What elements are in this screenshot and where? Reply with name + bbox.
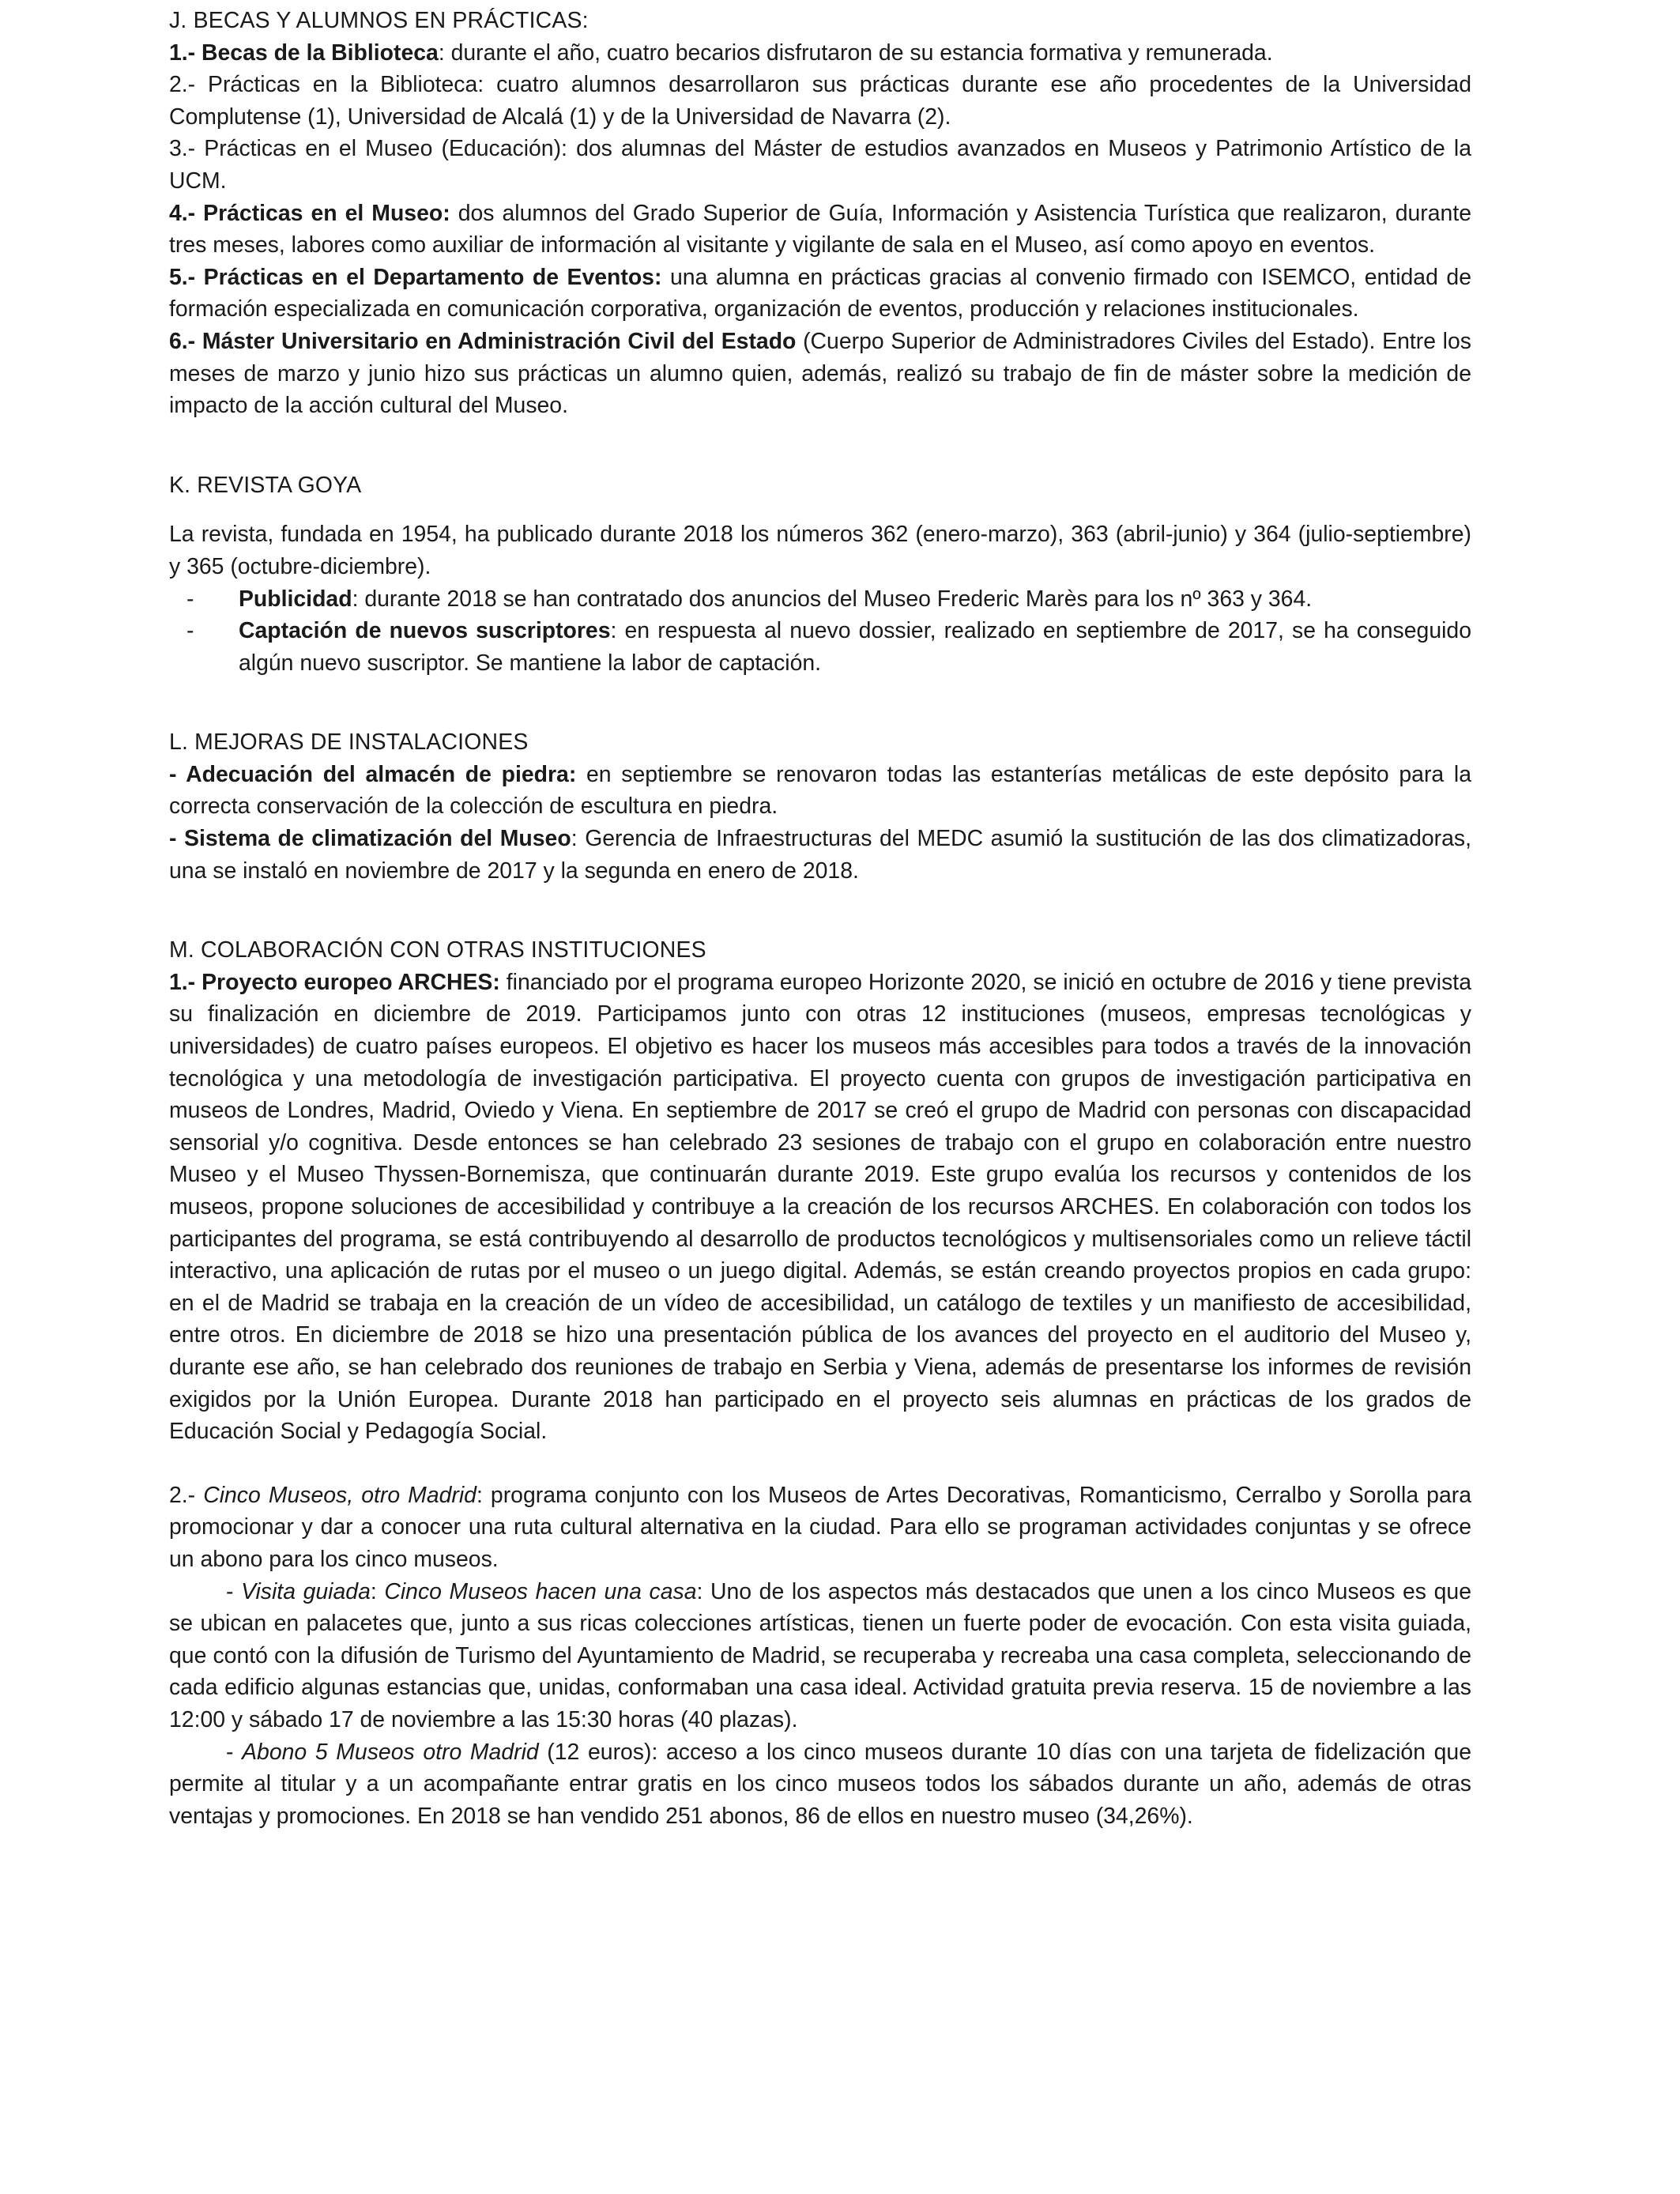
paragraph-text: financiado por el programa europeo Horizonte 2020, se inició en octubre de 2016 y tiene prevista su finalización en diciembre de 2019. Participamos junto con otras 12 instituciones (museos, empresas tecnológicas y universidades) de cuatro países europeos. El objetivo es hacer los museos más accesibles para todos a través de la innovación tecnológica y una metodología de investigación participativa. El proyecto cuenta con grupos de investigación participativa en museos de Londres, Madrid, Oviedo y Viena. En septiembre de 2017 se creó el grupo de Madrid con personas con discapacidad sensorial y/o cognitiva. Desde entonces se han celebrado 23 sesiones de trabajo con el grupo en colaboración entre nuestro Museo y el Museo Thyssen-Bornemisza, que continuarán durante 2019. Este grupo evalúa los recursos y contenidos de los museos, propone soluciones de accesibilidad y contribuye a la creación de los recursos ARCHES. En colaboración con todos los participantes del programa, se está contribuyendo al desarrollo de productos tecnológicos y multisensoriales como un relieve táctil interactivo, una aplicación de rutas por el museo o un juego digital. Además, se están creando proyectos propios en cada grupo: en el de Madrid se trabaja en la creación de un vídeo de accesibilidad, un catálogo de textiles y un manifiesto de accesibilidad, entre otros. En diciembre de 2018 se hizo una presentación pública de los avances del proyecto en el auditorio del Museo y, durante ese año, se han celebrado dos reuniones de trabajo en Serbia y Viena, además de presentarse los informes de revisión exigidos por la Unión Europea. Durante 2018 han participado en el proyecto seis alumnas en prácticas de los grados de Educación Social y Pedagogía Social. xyxy=(169,969,1471,1445)
bullet-publicidad xyxy=(169,583,1471,616)
paragraph-text: : Uno de los aspectos más destacados que unen a los cinco Museos es que se ubican en palacetes que, junto a sus ricas colecciones artísticas, tienen un fuerte poder de evocación. Con esta visita guiada, que contó con la difusión de Turismo del Ayuntamiento de Madrid, se recuperaba y recreaba una casa completa, seleccionando de cada edificio algunas estancias que, unidas, conformaban una casa ideal. Actividad gratuita previa reserva. 15 de noviembre a las 12:00 y sábado 17 de noviembre a las 15:30 horas (40 plazas). xyxy=(169,1578,1471,1732)
paragraph-lead: 5.- Prácticas en el Departamento de Eventos: xyxy=(169,264,662,290)
paragraph-lead: 6.- Máster Universitario en Administración Civil del Estado xyxy=(169,328,797,354)
paragraph-dash: - xyxy=(226,1578,242,1604)
spacer xyxy=(169,679,1471,726)
paragraph-text: 2.- Prácticas en la Biblioteca: cuatro alumnos desarrollaron sus prácticas durante ese año procedentes de la Universidad Complutense (1), Universidad de Alcalá (1) y de la Universidad de Navarra (2). xyxy=(169,72,1471,130)
section-becas-alumnos xyxy=(169,5,1471,422)
paragraph-visita-guiada xyxy=(169,1576,1471,1736)
bullet-text: : durante 2018 se han contratado dos anuncios del Museo Frederic Marès para los nº 363 y 364. xyxy=(352,586,1313,612)
paragraph-abono xyxy=(169,1736,1471,1833)
bullet-lead: Captación de nuevos suscriptores xyxy=(239,618,611,644)
paragraph-lead: - Sistema de climatización del Museo xyxy=(169,826,571,852)
paragraph-text: en septiembre se renovaron todas las estanterías metálicas de este depósito para la correcta conservación de la colección de escultura en piedra. xyxy=(169,761,1471,820)
spacer xyxy=(169,422,1471,469)
paragraph-text: una alumna en prácticas gracias al convenio firmado con ISEMCO, entidad de formación especializada en comunicación corporativa, organización de eventos, producción y relaciones institucionales. xyxy=(169,264,1471,322)
paragraph-lead: 1.- Proyecto europeo ARCHES: xyxy=(169,969,500,995)
bullet-dash: - xyxy=(186,586,194,612)
bullet-text: : en respuesta al nuevo dossier, realizado en septiembre de 2017, se ha conseguido algún nuevo suscriptor. Se mantiene la labor de captación. xyxy=(239,618,1472,676)
paragraph-text: 3.- Prácticas en el Museo (Educación): dos alumnas del Máster de estudios avanzados en Museos y Patrimonio Artístico de la UCM. xyxy=(169,136,1471,194)
paragraph-almacen-piedra xyxy=(169,759,1471,823)
section-heading-m: M. COLABORACIÓN CON OTRAS INSTITUCIONES xyxy=(169,937,706,963)
spacer xyxy=(169,887,1471,934)
paragraph-dash: - xyxy=(226,1739,243,1765)
abono-title: Abono 5 Museos otro Madrid xyxy=(242,1739,539,1765)
section-revista-goya xyxy=(169,469,1471,680)
program-title: Cinco Museos, otro Madrid xyxy=(203,1482,477,1508)
paragraph-text: (Cuerpo Superior de Administradores Civiles del Estado). Entre los meses de marzo y junio hizo sus prácticas un alumno quien, además, realizó su trabajo de fin de máster sobre la medición de impacto de la acción cultural del Museo. xyxy=(169,328,1471,419)
section-mejoras-instalaciones xyxy=(169,726,1471,887)
spacer xyxy=(169,501,1471,518)
section-heading-k: K. REVISTA GOYA xyxy=(169,472,362,498)
activity-separator: : xyxy=(370,1578,385,1604)
activity-title: Cinco Museos hacen una casa xyxy=(384,1578,697,1604)
bullet-lead: Publicidad xyxy=(239,586,352,612)
paragraph-revista-intro: La revista, fundada en 1954, ha publicado durante 2018 los números 362 (enero-marzo), 363 (abril-junio) y 364 (julio-septiembre) y 365 (octubre-diciembre). xyxy=(169,522,1471,579)
paragraph-cinco-museos xyxy=(169,1480,1471,1576)
paragraph-practicas-museo xyxy=(169,198,1471,262)
section-heading-l: L. MEJORAS DE INSTALACIONES xyxy=(169,729,529,756)
paragraph-practicas-biblioteca xyxy=(169,69,1471,133)
paragraph-becas-biblioteca xyxy=(169,37,1471,70)
spacer xyxy=(169,1448,1471,1480)
section-heading-j: J. BECAS Y ALUMNOS EN PRÁCTICAS: xyxy=(169,8,589,33)
paragraph-practicas-eventos xyxy=(169,262,1471,326)
document-page xyxy=(169,5,1471,1832)
paragraph-lead: 1.- Becas de la Biblioteca xyxy=(169,40,439,66)
paragraph-lead: - Adecuación del almacén de piedra: xyxy=(169,761,577,787)
paragraph-practicas-museo-educacion xyxy=(169,133,1471,197)
paragraph-text: : Gerencia de Infraestructuras del MEDC asumió la sustitución de las dos climatizadoras, una se instaló en noviembre de 2017 y la segunda en enero de 2018. xyxy=(169,826,1471,884)
paragraph-text: : durante el año, cuatro becarios disfrutaron de su estancia formativa y remunerada. xyxy=(438,40,1273,66)
bullet-dash: - xyxy=(186,618,194,644)
paragraph-number: 2.- xyxy=(169,1482,204,1508)
paragraph-lead: 4.- Prácticas en el Museo: xyxy=(169,200,450,226)
section-colaboracion-instituciones xyxy=(169,934,1471,1832)
paragraph-proyecto-arches xyxy=(169,967,1471,1448)
activity-label: Visita guiada xyxy=(241,1578,371,1604)
paragraph-text: : programa conjunto con los Museos de Artes Decorativas, Romanticismo, Cerralbo y Sorolla para promocionar y dar a conocer una ruta cultural alternativa en la ciudad. Para ello se programan actividades conjuntas y se ofrece un abono para los cinco museos. xyxy=(169,1482,1471,1572)
paragraph-master-administracion xyxy=(169,326,1471,422)
paragraph-climatizacion xyxy=(169,823,1471,887)
paragraph-text: dos alumnos del Grado Superior de Guía, Información y Asistencia Turística que realizaron, durante tres meses, labores como auxiliar de información al visitante y vigilante de sala en el Museo, así como apoyo en eventos. xyxy=(169,200,1472,258)
paragraph-text: (12 euros): acceso a los cinco museos durante 10 días con una tarjeta de fidelización que permite al titular y a un acompañante entrar gratis en los cinco museos todos los sábados durante un año, además de otras ventajas y promociones. En 2018 se han vendido 251 abonos, 86 de ellos en nuestro museo (34,26%). xyxy=(169,1739,1472,1829)
bullet-captacion-suscriptores xyxy=(169,615,1471,679)
